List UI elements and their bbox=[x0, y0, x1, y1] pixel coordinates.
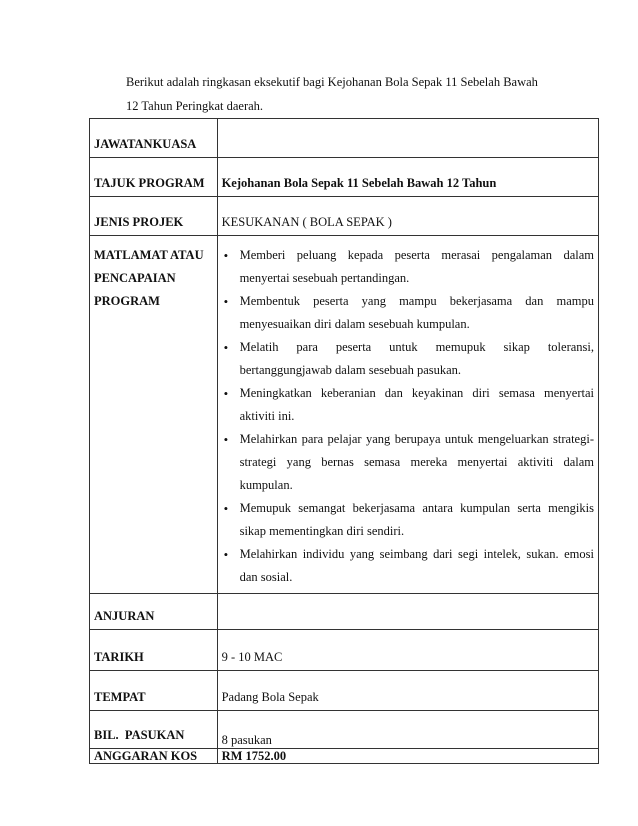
label-anggaran-kos: ANGGARAN KOS bbox=[90, 749, 218, 764]
bullet-icon: • bbox=[223, 501, 229, 516]
goal-item: • Memberi peluang kepada peserta merasai pengalaman dalam menyertai sesebuah pertandingan. bbox=[222, 244, 594, 290]
goal-item: • Melahirkan para pelajar yang berupaya untuk mengeluarkan strategi-strategi yang bernas semasa mereka menyertai aktiviti dalam kumpulan. bbox=[222, 428, 594, 497]
row-tajuk-program bbox=[90, 158, 599, 197]
intro-paragraph bbox=[126, 70, 566, 118]
label-matlamat-line-1: MATLAMAT ATAU bbox=[94, 248, 204, 262]
goal-item: • Melatih para peserta untuk memupuk sikap toleransi, bertanggungjawab dalam sesebuah pasukan. bbox=[222, 336, 594, 382]
bullet-icon: • bbox=[223, 547, 229, 562]
label-tempat: TEMPAT bbox=[90, 671, 218, 711]
label-anjuran: ANJURAN bbox=[90, 594, 218, 630]
value-anjuran bbox=[217, 594, 598, 630]
value-tempat: Padang Bola Sepak bbox=[217, 671, 598, 711]
row-matlamat bbox=[90, 236, 599, 594]
intro-line-1: Berikut adalah ringkasan eksekutif bagi Kejohanan Bola Sepak 11 Sebelah Bawah bbox=[126, 75, 538, 89]
bullet-icon: • bbox=[223, 432, 229, 447]
label-matlamat-line-2: PENCAPAIAN bbox=[94, 271, 176, 285]
value-jawatankuasa bbox=[217, 119, 598, 158]
label-bil-pasukan: BIL. PASUKAN bbox=[90, 711, 218, 749]
row-anggaran-kos bbox=[90, 749, 599, 764]
label-tarikh: TARIKH bbox=[90, 630, 218, 671]
row-tarikh bbox=[90, 630, 599, 671]
label-tajuk-program: TAJUK PROGRAM bbox=[90, 158, 218, 197]
row-jenis-projek bbox=[90, 197, 599, 236]
value-jenis-projek: KESUKANAN ( BOLA SEPAK ) bbox=[217, 197, 598, 236]
value-anggaran-kos: RM 1752.00 bbox=[217, 749, 598, 764]
label-jawatankuasa: JAWATANKUASA bbox=[90, 119, 218, 158]
bullet-icon: • bbox=[223, 294, 229, 309]
row-tempat bbox=[90, 671, 599, 711]
row-jawatankuasa bbox=[90, 119, 599, 158]
value-tajuk-program: Kejohanan Bola Sepak 11 Sebelah Bawah 12 Tahun bbox=[217, 158, 598, 197]
row-bil-pasukan bbox=[90, 711, 599, 749]
label-matlamat bbox=[90, 236, 218, 594]
goal-item: • Melahirkan individu yang seimbang dari segi intelek, sukan. emosi dan sosial. bbox=[222, 543, 594, 589]
label-jenis-projek: JENIS PROJEK bbox=[90, 197, 218, 236]
bullet-icon: • bbox=[223, 340, 229, 355]
value-tarikh: 9 - 10 MAC bbox=[217, 630, 598, 671]
bullet-icon: • bbox=[223, 248, 229, 263]
bullet-icon: • bbox=[223, 386, 229, 401]
goal-item: • Memupuk semangat bekerjasama antara kumpulan serta mengikis sikap mementingkan diri sendiri. bbox=[222, 497, 594, 543]
goal-item: • Meningkatkan keberanian dan keyakinan diri semasa menyertai aktiviti ini. bbox=[222, 382, 594, 428]
value-bil-pasukan: 8 pasukan bbox=[217, 711, 598, 749]
executive-summary-table bbox=[89, 118, 599, 764]
label-matlamat-line-3: PROGRAM bbox=[94, 294, 160, 308]
goal-list bbox=[222, 244, 594, 589]
value-matlamat bbox=[217, 236, 598, 594]
goal-item: • Membentuk peserta yang mampu bekerjasama dan mampu menyesuaikan diri dalam sesebuah kumpulan. bbox=[222, 290, 594, 336]
row-anjuran bbox=[90, 594, 599, 630]
intro-line-2: 12 Tahun Peringkat daerah. bbox=[126, 99, 264, 113]
